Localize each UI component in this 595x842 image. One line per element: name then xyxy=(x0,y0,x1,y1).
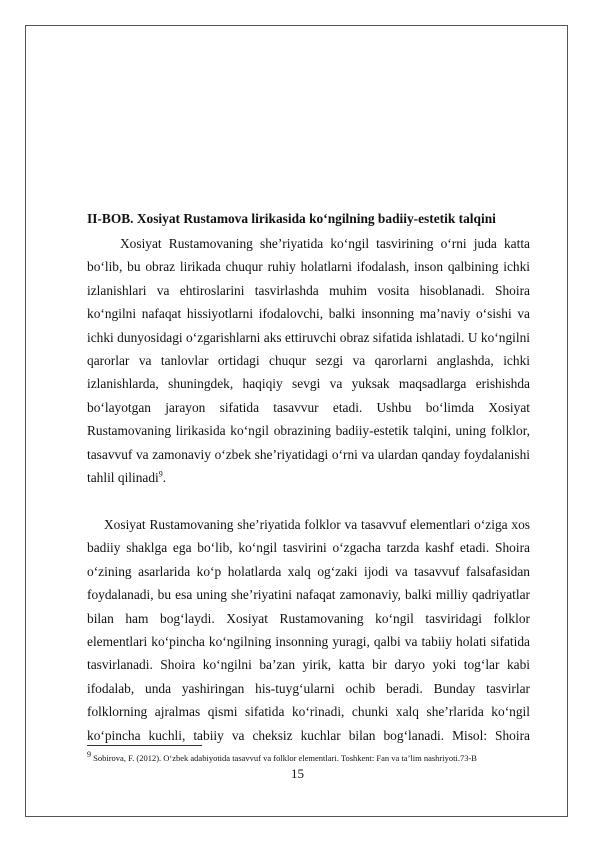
page-number: 15 xyxy=(291,766,304,781)
paragraph-1-end: . xyxy=(162,470,167,486)
footnote-text: Sobirova, F. (2012). O‘zbek adabiyotida tasavvuf va folklor elementlari. Toshkent: Fan va ta’lim nashriyoti.73-B xyxy=(91,753,477,763)
chapter-heading: II-BOB. Xosiyat Rustamova lirikasida ko‘ngilning badiiy-estetik talqini xyxy=(87,211,496,226)
paragraph-1 xyxy=(87,232,530,489)
footnote-reference[interactable]: 9 xyxy=(158,469,163,479)
paragraph-2: Xosiyat Rustamovaning she’riyatida folklor va tasavvuf elementlari o‘ziga xos badiiy shaklga ega bo‘lib, ko‘ngil tasvirini o‘zgacha tarzda kashf etadi. Shoira o‘zining asarlarida ko‘p holatlarda xalq og‘zaki ijodi va tasavvuf falsafasidan foydalanadi, bu esa uning she’riyatini nafaqat zamonaviy, balki milliy qadriyatlar bilan ham bog‘laydi. Xosiyat Rustamovaning ko‘ngil tasviridagi folklor elementlari ko‘pincha ko‘ngilning insonning yuragi, qalbi va tabiiy holati sifatida tasvirlanadi. Shoira ko‘ngilni ba’zan yirik, katta bir daryo yoki tog‘lar kabi ifodalab, unda yashiringan his-tuyg‘ularni ochib beradi. Bunday tasvirlar folklorning ajralmas qismi sifatida ko‘rinadi, chunki xalq she’rlarida ko‘ngil ko‘pincha kuchli, tabiiy va cheksiz kuchlar bilan bog‘lanadi. Misol: Shoira xyxy=(87,517,530,743)
footnote-number: 9 xyxy=(87,750,91,760)
paragraph-1-text: Xosiyat Rustamovaning she’riyatida ko‘ngil tasvirining o‘rni juda katta bo‘lib, bu obraz lirikada chuqur ruhiy holatlarni ifodalash, inson qalbining ichki izlanishlari va ehtiroslarini tasvirlashda muhim vosita hisoblanadi. Shoira ko‘ngilni nafaqat hissiyotlarni ifodalovchi, balki insonning ma’naviy o‘sishi va ichki dunyosidagi o‘zgarishlarni aks ettiruvchi obraz sifatida ishlatadi. U ko‘ngilni qarorlar va tanlovlar ortidagi chuqur sezgi va qarorlarni anglashda, ichki izlanishlarda, shuningdek, haqiqiy sevgi va yuksak maqsadlarga erishishda bo‘layotgan jarayon sifatida tasavvur etadi. Ushbu bo‘limda Xosiyat Rustamovaning lirikasida ko‘ngil obrazining badiiy-estetik talqini, uning folklor, tasavvuf va zamonaviy o‘zbek she’riyatidagi o‘rni va ulardan qanday foydalanishi tahlil qilinadi xyxy=(87,236,530,486)
footnote-divider xyxy=(87,745,202,746)
footnote xyxy=(87,750,477,763)
